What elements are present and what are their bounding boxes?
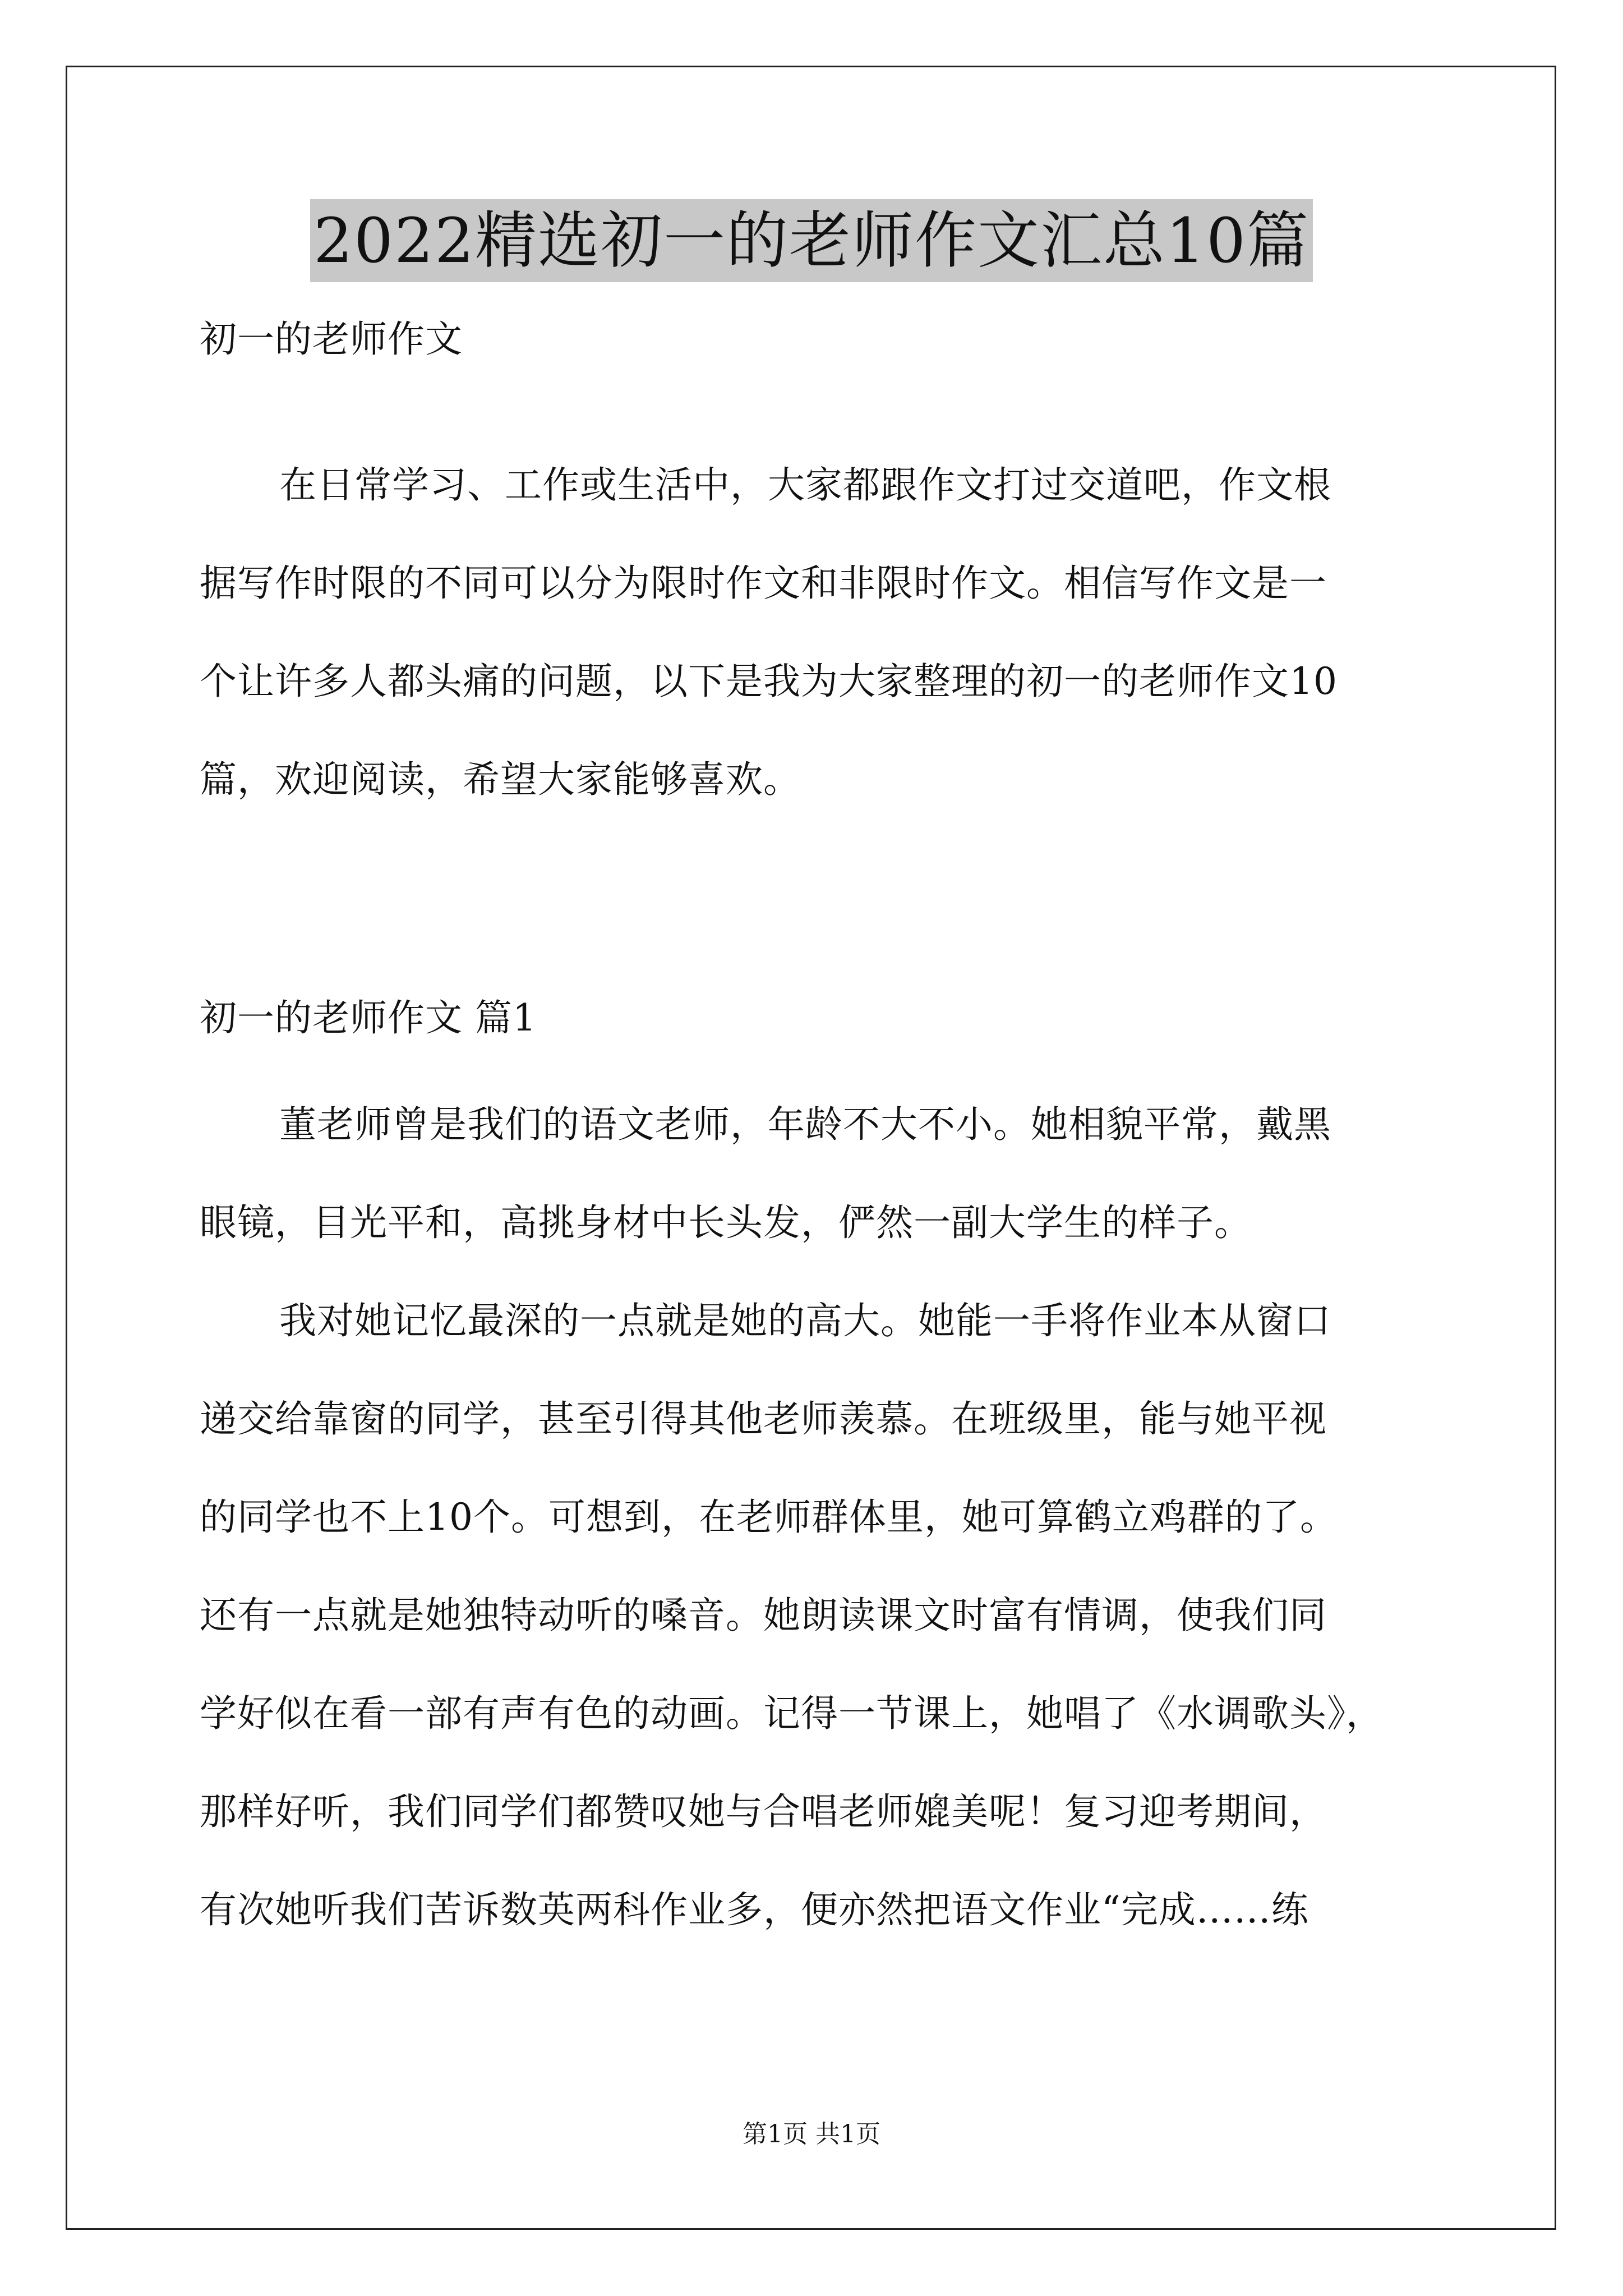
title-container (0, 199, 1623, 282)
paragraph-line: 在日常学习、工作或生活中，大家都跟作文打过交道吧，作文根 (279, 463, 1331, 507)
paragraph-line: 眼镜，目光平和，高挑身材中长头发，俨然一副大学生的样子。 (200, 1201, 1252, 1244)
paragraph-line: 篇，欢迎阅读，希望大家能够喜欢。 (200, 758, 801, 801)
paragraph-line: 学好似在看一部有声有色的动画。记得一节课上，她唱了《水调歌头》， (200, 1692, 1384, 1735)
paragraph-line: 个让许多人都头痛的问题，以下是我为大家整理的初一的老师作文10 (200, 660, 1338, 703)
paragraph-line: 有次她听我们苦诉数英两科作业多，便亦然把语文作业“完成……练 (200, 1888, 1309, 1931)
paragraph-line: 那样好听，我们同学们都赞叹她与合唱老师媲美呢！复习迎考期间， (200, 1790, 1327, 1833)
intro-heading: 初一的老师作文 (200, 318, 463, 361)
document-title: 2022精选初一的老师作文汇总10篇 (310, 199, 1313, 282)
page-footer: 第1页 共1页 (743, 2120, 880, 2148)
paragraph-line: 还有一点就是她独特动听的嗓音。她朗读课文时富有情调，使我们同 (200, 1594, 1327, 1637)
paragraph-line: 递交给靠窗的同学，甚至引得其他老师羡慕。在班级里，能与她平视 (200, 1397, 1327, 1441)
section-heading: 初一的老师作文 篇1 (200, 996, 537, 1039)
paragraph-line: 我对她记忆最深的一点就是她的高大。她能一手将作业本从窗口 (279, 1299, 1331, 1342)
paragraph-line: 据写作时限的不同可以分为限时作文和非限时作文。相信写作文是一 (200, 562, 1327, 605)
paragraph-line: 的同学也不上10个。可想到，在老师群体里，她可算鹤立鸡群的了。 (200, 1496, 1338, 1539)
paragraph-line: 董老师曾是我们的语文老师，年龄不大不小。她相貌平常，戴黑 (279, 1103, 1331, 1146)
